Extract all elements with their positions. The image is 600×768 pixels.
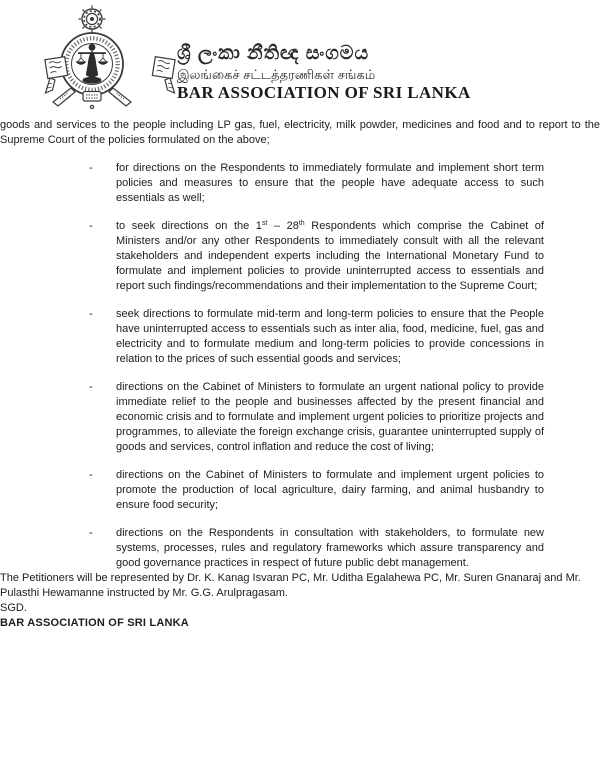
bullet-item-3 <box>89 307 544 367</box>
ordinal-superscript: st <box>261 220 268 227</box>
bullet-dash: - <box>89 527 93 539</box>
bullet-dash: - <box>89 381 93 393</box>
ordinal-superscript: th <box>298 220 305 227</box>
signature-organization: BAR ASSOCIATION OF SRI LANKA <box>0 617 189 629</box>
letter-body <box>0 118 600 631</box>
justice-figure-icon <box>77 44 108 84</box>
org-titles <box>177 41 471 103</box>
bottom-ribbon-icon <box>53 88 131 109</box>
org-name-tamil: இலங்கைச் சட்டத்தரணிகள் சங்கம் <box>177 67 376 82</box>
bullet-dash: - <box>89 469 93 481</box>
bullet-text-segment: – 28 <box>267 220 299 232</box>
letterhead <box>0 0 600 118</box>
bullet-item-1 <box>89 161 544 206</box>
bullet-item-4 <box>89 380 544 455</box>
representation-paragraph: The Petitioners will be represented by Dr. K. Kanag Isvaran PC, Mr. Uditha Egalahewa PC, Mr. Suren Gnanaraj and Mr. Pulasthi Hewamanne instructed by Mr. G.G. Arulpragasam. <box>0 572 581 599</box>
mandala-crest-icon <box>79 6 106 34</box>
bullet-dash: - <box>89 162 93 174</box>
bullet-dash: - <box>89 308 93 320</box>
bullet-item-6 <box>89 526 544 571</box>
bullet-dash: - <box>89 220 93 232</box>
bullet-text: seek directions to formulate mid-term and long-term policies to ensure that the People have uninterrupted access to essentials such as inter alia, food, medicine, fuel, gas and electricity and to formulate medium and long-term policies to provide concessions in relation to the prices of such essential goods and services; <box>116 308 544 365</box>
bullet-item-2 <box>89 219 544 294</box>
bullet-text: directions on the Cabinet of Ministers to formulate an urgent national policy to provide immediate relief to the people and businesses affected by the present financial and economic crisis and to formulate and implement urgent policies to prioritize projects and programmes, to alleviate the foreign exchange crisis, guarantee uninterrupted supply of goods and services, control inflation and reduce the cost of living; <box>116 381 544 453</box>
bullet-text-segment: to seek directions on the 1 <box>116 220 262 232</box>
left-banner-icon <box>45 57 68 93</box>
continuation-paragraph: goods and services to the people including LP gas, fuel, electricity, milk powder, medicines and food and to report to the Supreme Court of the policies formulated on the above; <box>0 119 600 146</box>
bullet-text: for directions on the Respondents to immediately formulate and implement short term policies and measures to ensure that the people have adequate access to such essentials as well; <box>116 162 544 204</box>
bullet-text-segment: Respondents which comprise the Cabinet of Ministers and/or any other Respondents to immediately consult with all the relevant stakeholders and independent experts including the International Monetary Fund to formulate and implement policies to provide uninterrupted access to essentials and report such findings/recommendations and their implementation to the Supreme Court; <box>116 220 544 292</box>
bullet-text: directions on the Respondents in consultation with stakeholders, to formulate new systems, processes, rules and regulatory frameworks which assure transparency and good governance practices in respect of future public debt management. <box>116 527 544 569</box>
org-name-english: BAR ASSOCIATION OF SRI LANKA <box>177 83 471 102</box>
bullet-text <box>116 219 544 294</box>
bullet-text: directions on the Cabinet of Ministers to formulate and implement urgent policies to promote the production of local agriculture, dairy farming, and animal husbandry to ensure food security; <box>116 469 544 511</box>
org-name-sinhala: ශ්‍රී ලංකා නීතිඥ සංගමය <box>177 43 370 64</box>
bar-association-seal-icon <box>44 3 176 116</box>
right-banner-icon <box>152 57 175 93</box>
bullet-item-5 <box>89 468 544 513</box>
signature-sgd: SGD. <box>0 602 27 614</box>
